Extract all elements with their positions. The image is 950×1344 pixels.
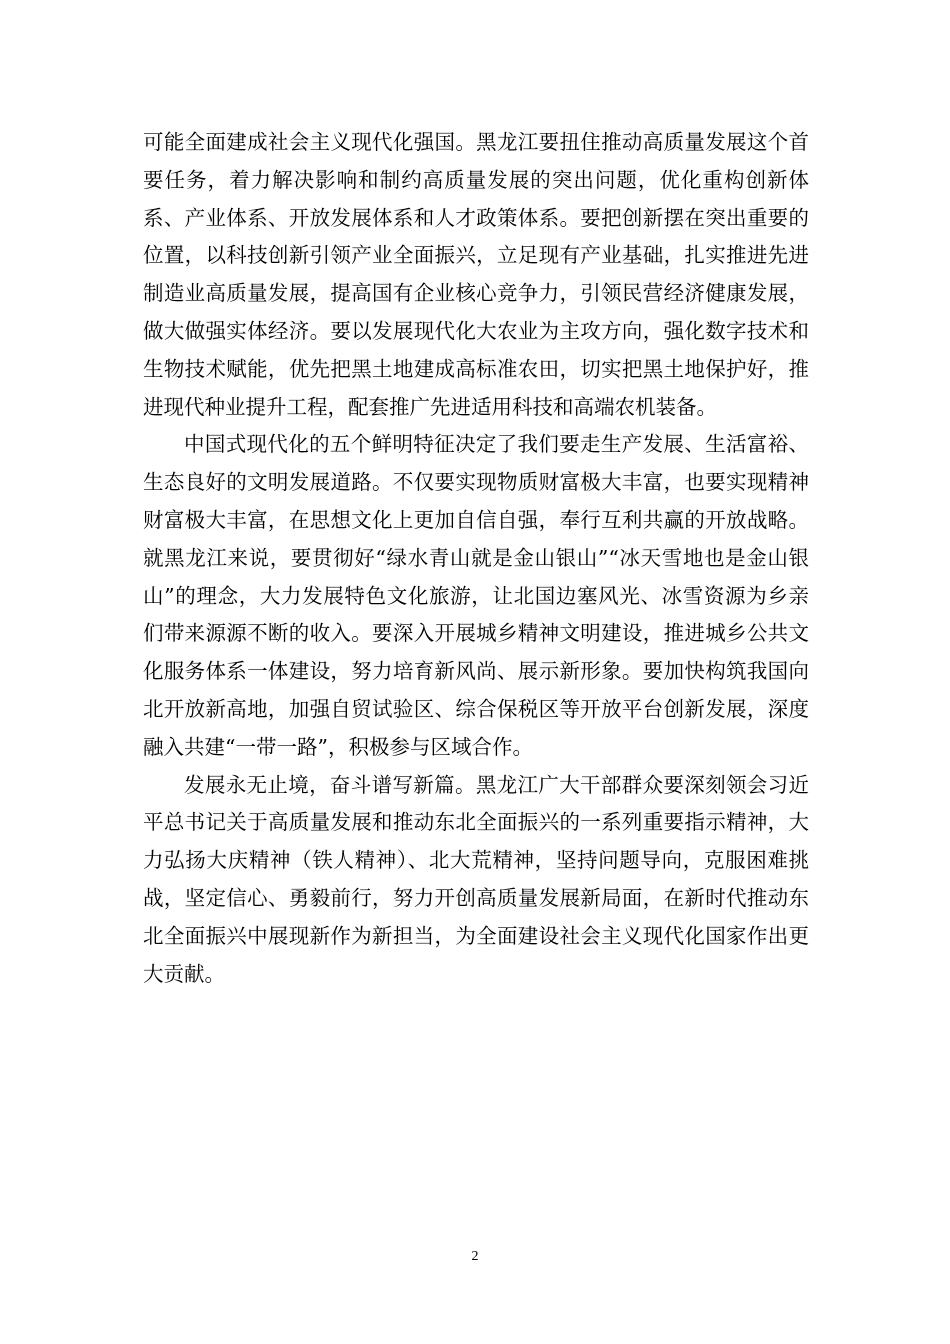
paragraph-2: 中国式现代化的五个鲜明特征决定了我们要走生产发展、生活富裕、生态良好的文明发展道路。不仅要实现物质财富极大丰富，也要实现精神财富极大丰富，在思想文化上更加自信自强，奉行互利共赢的开放战略。就黑龙江来说，要贯彻好“绿水青山就是金山银山”“冰天雪地也是金山银山”的理念，大力发展特色文化旅游，让北国边塞风光、冰雪资源为乡亲们带来源源不断的收入。要深入开展城乡精神文明建设，推进城乡公共文化服务体系一体建设，努力培育新风尚、展示新形象。要加快构筑我国向北开放新高地，加强自贸试验区、综合保税区等开放平台创新发展，深度融入共建“一带一路”，积极参与区域合作。	[143, 432, 809, 759]
document-body	[143, 124, 809, 993]
paragraph-3: 发展永无止境，奋斗谱写新篇。黑龙江广大干部群众要深刻领会习近平总书记关于高质量发展和推动东北全面振兴的一系列重要指示精神，大力弘扬大庆精神（铁人精神）、北大荒精神，坚持问题导向，克服困难挑战，坚定信心、勇毅前行，努力开创高质量发展新局面，在新时代推动东北全面振兴中展现新作为新担当，为全面建设社会主义现代化国家作出更大贡献。	[143, 772, 809, 986]
paragraph-1: 可能全面建成社会主义现代化强国。黑龙江要扭住推动高质量发展这个首要任务，着力解决影响和制约高质量发展的突出问题，优化重构创新体系、产业体系、开放发展体系和人才政策体系。要把创新摆在突出重要的位置，以科技创新引领产业全面振兴，立足现有产业基础，扎实推进先进制造业高质量发展，提高国有企业核心竞争力，引领民营经济健康发展，做大做强实体经济。要以发展现代化大农业为主攻方向，强化数字技术和生物技术赋能，优先把黑土地建成高标准农田，切实把黑土地保护好，推进现代种业提升工程，配套推广先进适用科技和高端农机装备。	[143, 130, 809, 419]
page-number: 2	[471, 1249, 479, 1264]
